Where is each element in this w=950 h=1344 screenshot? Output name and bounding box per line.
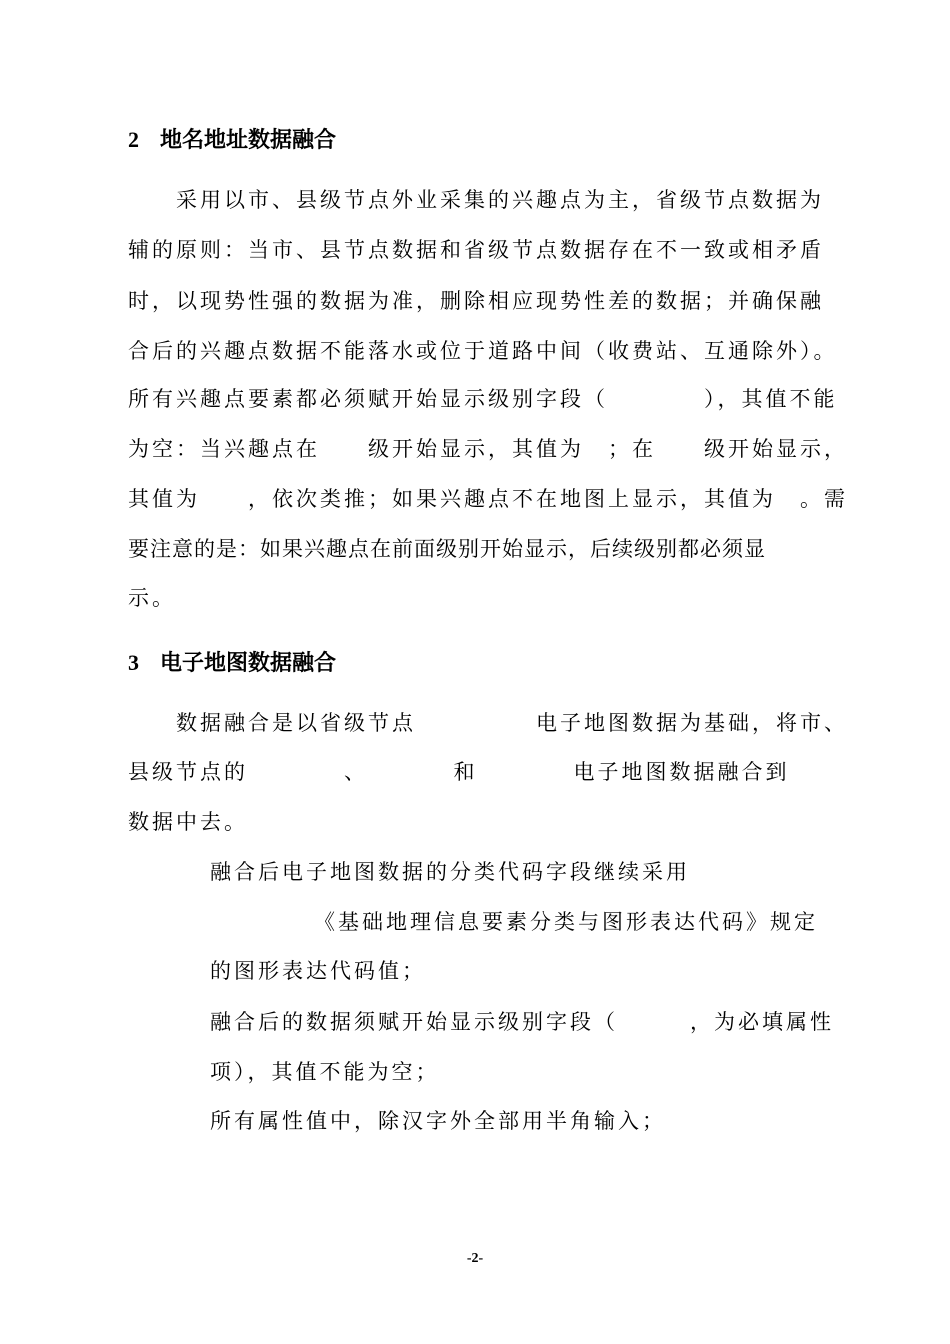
section-2-line: 采用以市、县级节点外业采集的兴趣点为主，省级节点数据为 [176, 188, 824, 212]
section-2-line: 辅的原则：当市、县节点数据和省级节点数据存在不一致或相矛盾 [128, 238, 824, 262]
section-3-intro-line: 数据融合是以省级节点 电子地图数据为基础，将市、 [176, 711, 848, 735]
section-2-line: 时，以现势性强的数据为准，删除相应现势性差的数据；并确保融 [128, 289, 824, 313]
section-3-heading [128, 646, 336, 677]
section-2-line: 合后的兴趣点数据不能落水或位于道路中间（收费站、互通除外）。 [128, 339, 838, 363]
section-3-item-line: 项），其值不能为空； [210, 1060, 440, 1084]
section-3-item-line: 《基础地理信息要素分类与图形表达代码》规定 [314, 910, 818, 934]
section-2-line: 其值为 ，依次类推；如果兴趣点不在地图上显示，其值为 。需 [128, 487, 848, 511]
section-2-heading [128, 123, 336, 154]
section-3-item-line: 所有属性值中，除汉字外全部用半角输入； [210, 1109, 666, 1133]
section-3-title: 电子地图数据融合 [160, 651, 337, 676]
section-2-title: 地名地址数据融合 [160, 128, 337, 153]
section-2-line: 所有兴趣点要素都必须赋开始显示级别字段（ ），其值不能 [128, 387, 838, 411]
section-2-line: 要注意的是：如果兴趣点在前面级别开始显示，后续级别都必须显 [128, 537, 766, 561]
section-3-item-line: 的图形表达代码值； [210, 959, 426, 983]
section-3-item-line: 融合后电子地图数据的分类代码字段继续采用 [210, 860, 690, 884]
section-2-line: 示。 [128, 586, 176, 610]
section-2-number: 2 [128, 127, 139, 152]
section-3-number: 3 [128, 650, 139, 675]
section-3-item-line: 融合后的数据须赋开始显示级别字段（ ，为必填属性 [210, 1010, 834, 1034]
section-3-intro-line: 县级节点的 、 和 电子地图数据融合到 [128, 760, 790, 784]
section-2-line: 为空：当兴趣点在 级开始显示，其值为 ；在 级开始显示， [128, 437, 848, 461]
page-number: -2- [466, 1251, 484, 1266]
section-3-intro-line: 数据中去。 [128, 810, 248, 834]
